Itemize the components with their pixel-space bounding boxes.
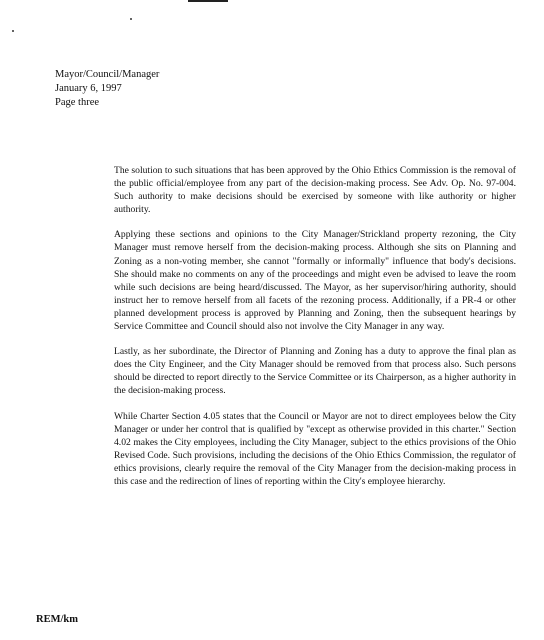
body-paragraph: Applying these sections and opinions to the City Manager/Strickland property rezoning, the City Manager must remove herself from the decision-making process. Although she sits on Planning and Zoning as a non-voting member, she cannot "formally or informally" influence that body's decisions. She should make no comments on any of the proceedings and might even be advised to leave the room while such decisions are being heard/discussed. The Mayor, as her supervisor/hiring authority, should instruct her to remove herself from all facets of the rezoning process. Additionally, if a PR-4 or other planned development process is approved by Planning and Zoning, then the subsequent hearings by Service Committee and Council should also not involve the City Manager in any way. [114,229,516,333]
date-line: January 6, 1997 [55,83,122,94]
body-paragraph: While Charter Section 4.05 states that the Council or Mayor are not to direct employees below the City Manager or under her control that is qualified by "except as otherwise provided in this charter." Section 4.02 makes the City employees, including the City Manager, subject to the ethics provisions of the Ohio Revised Code. Such provisions, including the decisions of the Ohio Ethics Commission, the regulator of ethics provisions, clearly require the removal of the City Manager from the decision-making process in this case and the redirection of lines of reporting within the City's employee hierarchy. [114,410,516,487]
scan-speck [12,30,14,32]
typist-initials: REM/km [36,614,78,625]
body-paragraph: The solution to such situations that has been approved by the Ohio Ethics Commission is the removal of the public official/employee from any part of the decision-making process. See Adv. Op. No. 97-004. Such authority to make decisions should be exercised by someone with like authority or higher authority. [114,165,516,216]
top-edge-rule [188,0,228,2]
letter-header [55,68,159,110]
recipient-line: Mayor/Council/Manager [55,69,160,80]
scan-speck [130,18,132,20]
body-paragraph: Lastly, as her subordinate, the Director of Planning and Zoning has a duty to approve the final plan as does the City Engineer, and the City Manager should be removed from that process also. Such persons should be directed to report directly to the Service Committee or its Chairperson, as a higher authority in the decision-making process. [114,346,516,397]
page-number-line: Page three [55,97,100,108]
letter-body [114,164,516,500]
